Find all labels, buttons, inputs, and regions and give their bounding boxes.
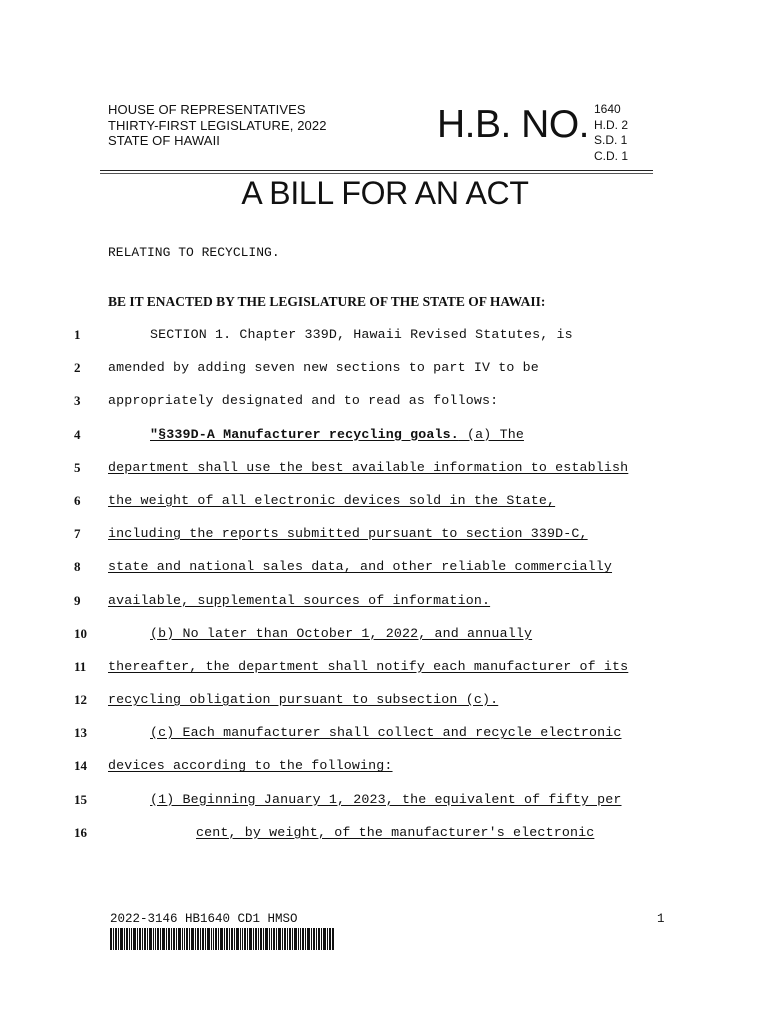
draft-hd: H.D. 2: [594, 117, 629, 132]
legislature-name: THIRTY-FIRST LEGISLATURE, 2022: [108, 117, 327, 133]
line-number: 9: [74, 592, 81, 608]
line-number: 11: [74, 658, 87, 674]
bill-line: [0, 688, 770, 721]
line-number: 2: [74, 360, 81, 376]
line-text: devices according to the following:: [108, 758, 393, 774]
line-number: 12: [74, 692, 87, 708]
bill-line: [0, 423, 770, 456]
line-number: 13: [74, 725, 87, 741]
bill-line: [0, 655, 770, 688]
line-text: state and national sales data, and other reliable commercially: [108, 559, 613, 575]
line-number: 14: [74, 758, 87, 774]
bill-line: [0, 821, 770, 854]
line-text: SECTION 1. Chapter 339D, Hawaii Revised Statutes, is: [150, 327, 573, 342]
line-number: 3: [74, 393, 81, 409]
draft-sd: S.D. 1: [594, 133, 628, 147]
line-text: the weight of all electronic devices sold in the State,: [108, 492, 556, 508]
header-left-block: [108, 102, 327, 149]
page-number: 1: [657, 912, 665, 926]
line-text: department shall use the best available information to establish: [108, 459, 629, 475]
bill-line: [0, 389, 770, 422]
line-text: (b) No later than October 1, 2022, and annually: [150, 625, 533, 641]
line-text: (1) Beginning January 1, 2023, the equivalent of fifty per: [150, 791, 622, 807]
line-number: 5: [74, 459, 81, 475]
line-number: 1: [74, 327, 81, 342]
bill-body: [0, 323, 770, 854]
line-number: 15: [74, 791, 87, 807]
line-number: 7: [74, 526, 81, 542]
bill-title: [0, 174, 770, 212]
bill-label: H.B. NO.: [437, 103, 590, 146]
bill-line: [0, 489, 770, 522]
line-text: recycling obligation pursuant to subsection (c).: [108, 692, 499, 708]
state-name: STATE OF HAWAII: [108, 133, 220, 148]
bill-line: [0, 456, 770, 489]
line-number: 16: [74, 824, 87, 840]
section-heading: "§339D-A Manufacturer recycling goals.: [150, 426, 459, 442]
bill-number-block: [594, 102, 628, 164]
line-text: available, supplemental sources of information.: [108, 592, 491, 608]
line-text: (c) Each manufacturer shall collect and recycle electronic: [150, 725, 622, 741]
draft-cd: C.D. 1: [594, 148, 629, 163]
line-number: 6: [74, 492, 81, 508]
line-text: [150, 427, 524, 442]
line-number: 8: [74, 559, 81, 575]
bill-line: [0, 721, 770, 754]
bill-line: [0, 754, 770, 787]
bill-line: [0, 589, 770, 622]
line-number: 4: [74, 426, 81, 442]
barcode-image: [110, 928, 334, 950]
document-code: 2022-3146 HB1640 CD1 HMSO: [110, 912, 298, 926]
header-rule-top: [100, 170, 653, 171]
bill-number: 1640: [594, 102, 621, 116]
line-text: cent, by weight, of the manufacturer's electronic: [196, 824, 595, 840]
bill-line: [0, 356, 770, 389]
section-text: (a) The: [458, 426, 524, 442]
enacting-clause: BE IT ENACTED BY THE LEGISLATURE OF THE STATE OF HAWAII:: [108, 294, 546, 309]
bill-line: [0, 323, 770, 356]
bill-title-text: A BILL FOR AN ACT: [241, 175, 529, 211]
relating-clause: RELATING TO RECYCLING.: [108, 245, 280, 260]
bill-line: [0, 555, 770, 588]
line-text: including the reports submitted pursuant to section 339D-C,: [108, 526, 588, 542]
line-number: 10: [74, 625, 87, 641]
line-text: amended by adding seven new sections to part IV to be: [108, 360, 539, 376]
chamber-name: HOUSE OF REPRESENTATIVES: [108, 102, 306, 117]
bill-line: [0, 622, 770, 655]
bill-line: [0, 522, 770, 555]
bill-line: [0, 788, 770, 821]
line-text: appropriately designated and to read as follows:: [108, 393, 499, 409]
line-text: thereafter, the department shall notify each manufacturer of its: [108, 658, 629, 674]
